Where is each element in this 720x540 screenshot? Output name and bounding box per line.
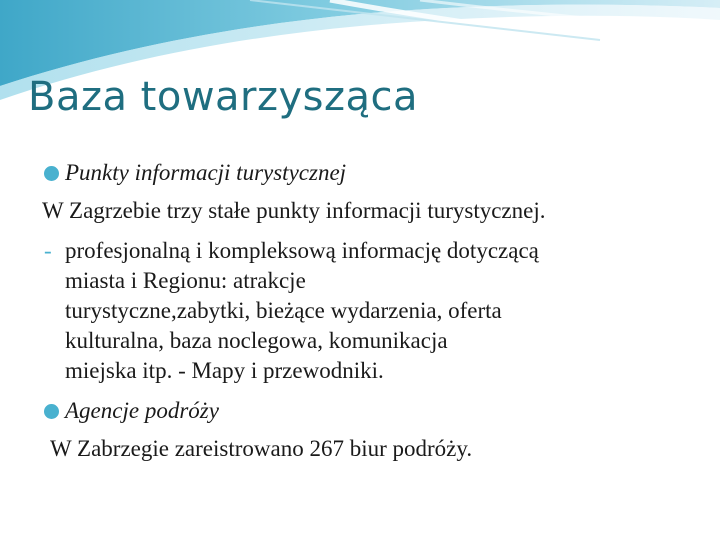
dash-line-5: miejska itp. - Mapy i przewodniki. [65,358,384,383]
dash-marker: - [44,238,52,263]
dash-line-1: profesjonalną i kompleksową informację dotyczącą [65,238,539,263]
dash-line-2: miasta i Regionu: atrakcje [65,268,306,293]
bullet-heading-tourist-info: Punkty informacji turystycznej [65,160,347,185]
paragraph-zagreb-info-points: W Zagrzebie trzy stałe punkty informacji turystycznej. [42,198,546,223]
dash-line-3: turystyczne,zabytki, bieżące wydarzenia, oferta [65,298,502,323]
bullet-dot-icon [44,404,59,419]
paragraph-travel-agencies-count: W Zabrzegie zareistrowano 267 biur podróży. [50,436,473,461]
dash-line-4: kulturalna, baza noclegowa, komunikacja [65,328,448,353]
bullet-heading-travel-agencies: Agencje podróży [65,398,219,423]
slide-title: Baza towarzysząca [28,74,419,120]
bullet-dot-icon [44,166,59,181]
